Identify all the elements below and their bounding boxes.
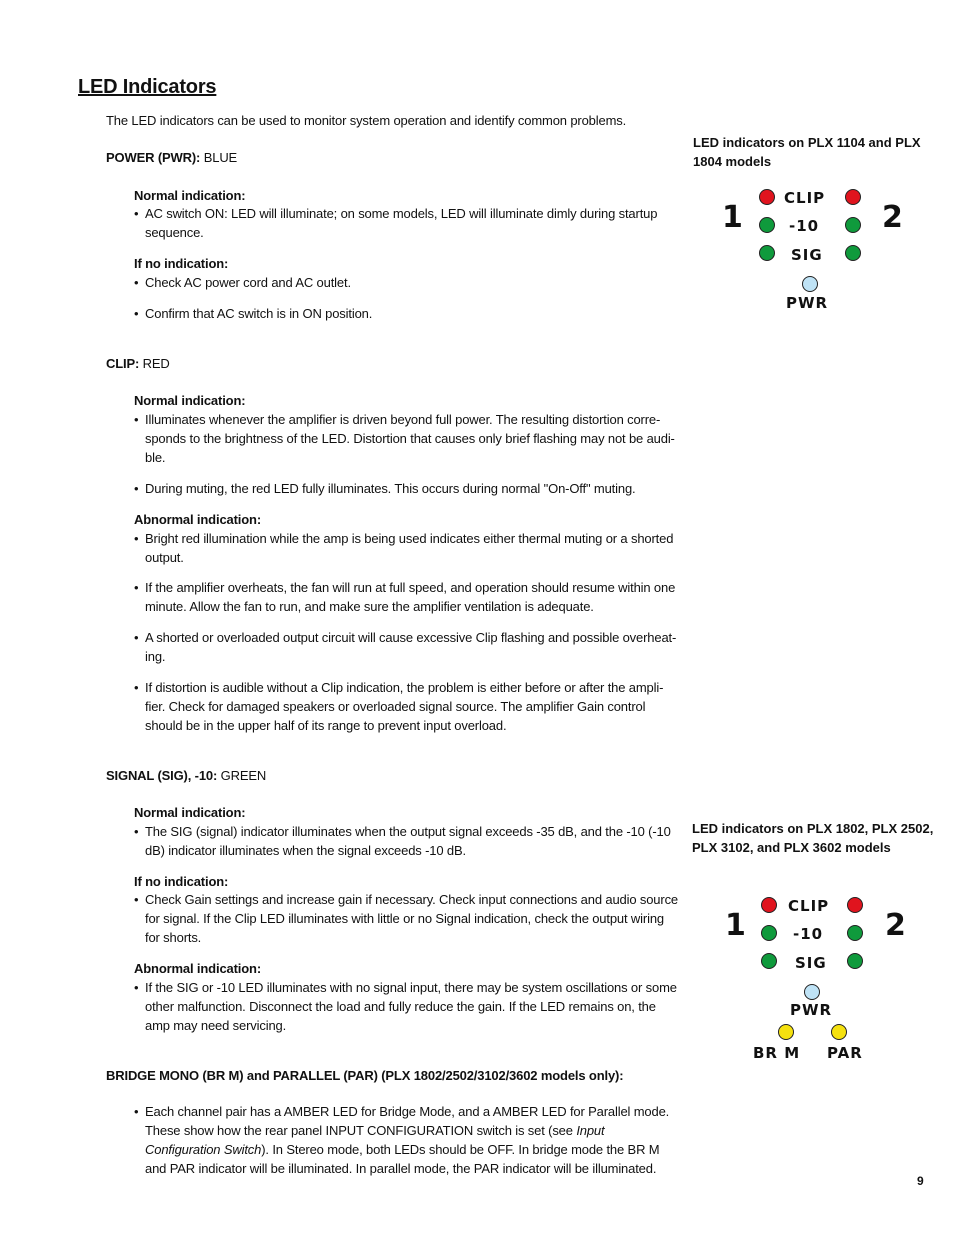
- pwr-label: PWR: [786, 294, 829, 312]
- figure1-caption-line1: LED indicators on PLX 1104 and PLX: [693, 135, 921, 150]
- bridge-heading: BRIDGE MONO (BR M) and PARALLEL (PAR) (PLX 1802/2502/3102/3602 models only):: [106, 1068, 624, 1083]
- list-item: [134, 822, 679, 860]
- clip-color: RED: [142, 356, 170, 371]
- bullet-mark: •: [134, 892, 139, 907]
- figure2-caption-line1: LED indicators on PLX 1802, PLX 2502,: [692, 821, 934, 836]
- bullet-text: If the amplifier overheats, the fan will run at full speed, and operation should resume within one minute. Allow the fan to run, and make sure the amplifier ventilation is adequate.: [145, 580, 676, 614]
- led-panel-figure2: [700, 888, 940, 1068]
- bullet-mark: •: [134, 630, 139, 645]
- signal-normal-heading: Normal indication:: [134, 805, 246, 820]
- brm-label: BR M: [753, 1044, 801, 1062]
- power-heading: [106, 148, 237, 167]
- signal-abnormal-heading: Abnormal indication:: [134, 961, 262, 976]
- power-noind-heading: If no indication:: [134, 256, 229, 271]
- pwr-led: [802, 276, 818, 292]
- clip-label: CLIP: [784, 189, 826, 207]
- bullet-mark: •: [134, 680, 139, 695]
- signal-color: GREEN: [220, 768, 267, 783]
- brm-led: [778, 1024, 794, 1040]
- list-item: [134, 304, 679, 323]
- bullet-mark: •: [134, 580, 139, 595]
- par-led: [831, 1024, 847, 1040]
- bullet-text: Check Gain settings and increase gain if necessary. Check input connections and audio source for signal. If the Clip LED illuminates with little or no Signal indication, check the output wiring for shorts.: [145, 892, 679, 945]
- list-item: [134, 1102, 679, 1178]
- channel-1-number: 1: [725, 908, 746, 943]
- clip-normal-heading: Normal indication:: [134, 393, 246, 408]
- bullet-mark: •: [134, 275, 139, 290]
- bullet-text: If the SIG or -10 LED illuminates with no signal input, there may be system oscillations or some other malfunction. Disconnect the load and fully reduce the gain. If the LED remains on, the amp may need servicing.: [145, 980, 677, 1033]
- bridge-text-post: ). In Stereo mode, both LEDs should be OFF. In bridge mode the BR M and PAR indicator will be illuminated. In parallel mode, the PAR indicator will be illuminated.: [145, 1142, 660, 1176]
- list-item: [134, 529, 679, 567]
- clip-led-ch1: [761, 897, 777, 913]
- page-title: LED Indicators: [78, 76, 217, 98]
- sig-led-ch2: [847, 953, 863, 969]
- clip-label: CLIP: [788, 897, 830, 915]
- bullet-text: A shorted or overloaded output circuit will cause excessive Clip flashing and possible overheat-ing.: [145, 630, 677, 664]
- channel-2-number: 2: [885, 908, 906, 943]
- bullet-mark: •: [134, 531, 139, 546]
- pwr-label: PWR: [790, 1001, 833, 1019]
- clip-heading: [106, 354, 170, 373]
- bullet-mark: •: [134, 824, 139, 839]
- power-color: BLUE: [203, 150, 238, 165]
- bullet-text: [134, 1102, 679, 1178]
- figure1-caption-line2: 1804 models: [693, 154, 772, 169]
- minus10-led-ch1: [759, 217, 775, 233]
- clip-led-ch1: [759, 189, 775, 205]
- bullet-text: If distortion is audible without a Clip indication, the problem is either before or after the ampli-fier. Check for damaged speakers or overloaded signal source. The amplifier Gain control should be in the upper half of its range to prevent input overload.: [145, 680, 664, 733]
- sig-led-ch2: [845, 245, 861, 261]
- sig-led-ch1: [761, 953, 777, 969]
- figure1-caption: [693, 133, 933, 171]
- sig-label: SIG: [795, 954, 827, 972]
- intro-text: The LED indicators can be used to monitor system operation and identify common problems.: [106, 113, 627, 128]
- sig-label: SIG: [791, 246, 823, 264]
- list-item: [134, 410, 679, 467]
- led-panel-figure1: [700, 180, 930, 320]
- pwr-led: [804, 984, 820, 1000]
- bullet-text: Check AC power cord and AC outlet.: [145, 275, 351, 290]
- signal-label: SIGNAL (SIG), -10:: [106, 768, 218, 783]
- list-item: [134, 578, 679, 616]
- bullet-mark: •: [134, 306, 139, 321]
- list-item: [134, 678, 679, 735]
- list-item: [134, 273, 679, 292]
- bullet-text: Bright red illumination while the amp is being used indicates either thermal muting or a shorted output.: [145, 531, 674, 565]
- bridge-text-italic: Input Configuration Switch: [145, 1123, 605, 1157]
- bullet-mark: •: [134, 481, 139, 496]
- list-item: [134, 890, 679, 947]
- power-normal-heading: Normal indication:: [134, 188, 246, 203]
- list-item: [134, 479, 679, 498]
- channel-1-number: 1: [722, 200, 743, 235]
- minus10-led-ch2: [847, 925, 863, 941]
- clip-led-ch2: [847, 897, 863, 913]
- bullet-mark: •: [134, 980, 139, 995]
- channel-2-number: 2: [882, 200, 903, 235]
- clip-led-ch2: [845, 189, 861, 205]
- bullet-text: The SIG (signal) indicator illuminates when the output signal exceeds -35 dB, and the -10 (-10 dB) indicator illuminates when the signal exceeds -10 dB.: [145, 824, 671, 858]
- bullet-mark: •: [134, 206, 139, 221]
- bullet-text: Confirm that AC switch is in ON position.: [145, 306, 373, 321]
- list-item: [134, 978, 679, 1035]
- bullet-text: Illuminates whenever the amplifier is driven beyond full power. The resulting distortion corre-sponds to the brightness of the LED. Distortion that causes only brief flashing may not be audi-ble.: [145, 412, 675, 465]
- minus10-led-ch2: [845, 217, 861, 233]
- minus10-label: -10: [793, 925, 824, 943]
- par-label: PAR: [827, 1044, 863, 1062]
- bullet-text: AC switch ON: LED will illuminate; on some models, LED will illuminate dimly during startup sequence.: [145, 206, 658, 240]
- figure2-caption: [692, 819, 942, 857]
- clip-label: CLIP:: [106, 356, 140, 371]
- minus10-label: -10: [789, 217, 820, 235]
- page-number: 9: [917, 1174, 924, 1188]
- clip-abnormal-heading: Abnormal indication:: [134, 512, 262, 527]
- power-label: POWER (PWR):: [106, 150, 201, 165]
- signal-noind-heading: If no indication:: [134, 874, 229, 889]
- bullet-mark: •: [134, 1104, 139, 1119]
- bridge-text-pre: Each channel pair has a AMBER LED for Bridge Mode, and a AMBER LED for Parallel mode. These show how the rear panel INPUT CONFIGURATION switch is set (see: [145, 1104, 670, 1138]
- bullet-mark: •: [134, 412, 139, 427]
- minus10-led-ch1: [761, 925, 777, 941]
- list-item: [134, 628, 679, 666]
- list-item: [134, 204, 679, 242]
- figure2-caption-line2: PLX 3102, and PLX 3602 models: [692, 840, 891, 855]
- bullet-text: During muting, the red LED fully illuminates. This occurs during normal "On-Off" muting.: [145, 481, 636, 496]
- sig-led-ch1: [759, 245, 775, 261]
- signal-heading: [106, 766, 266, 785]
